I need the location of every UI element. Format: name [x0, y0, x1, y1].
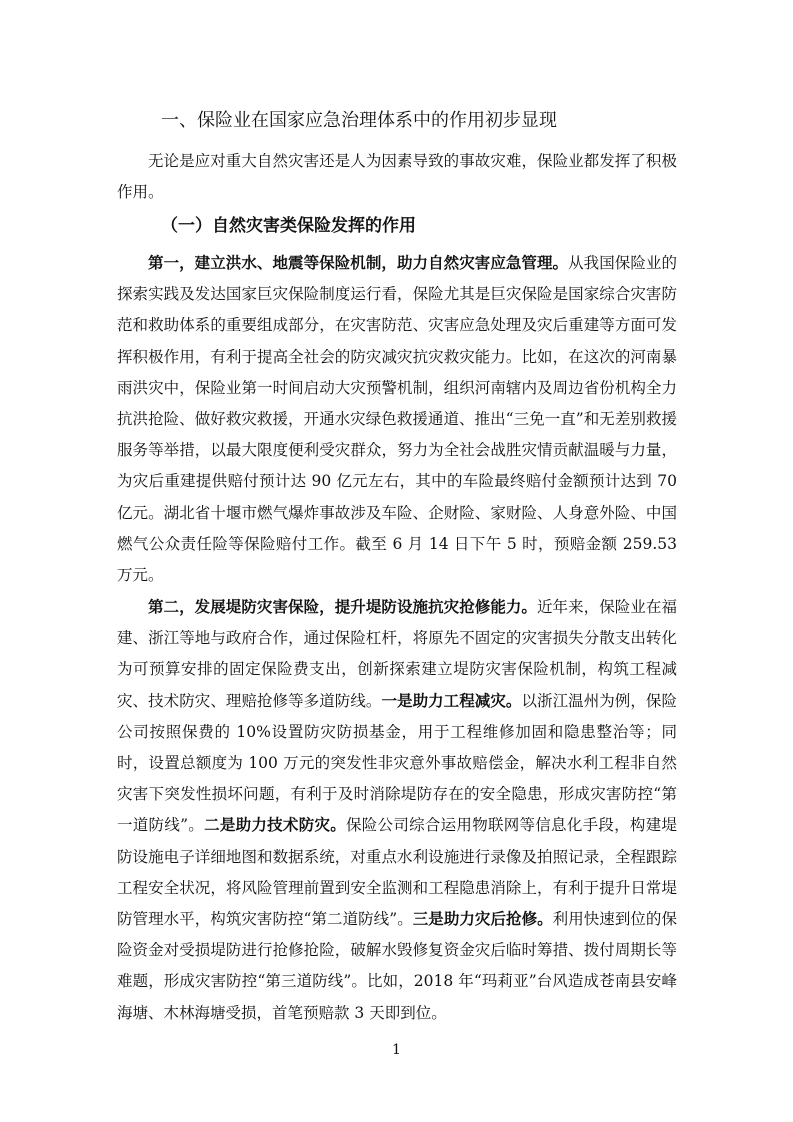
paragraph-lead-2: 第二，发展堤防灾害保险，提升堤防设施抗灾抢修能力。 [148, 598, 537, 616]
point-technical-prevention: 二是助力技术防灾。 [204, 816, 347, 835]
subsection-heading: （一）自然灾害类保险发挥的作用 [161, 216, 416, 236]
point-post-disaster-repair: 三是助力灾后抢修。 [412, 910, 553, 929]
paragraph-body-2d: 利用快速到位的保险资金对受损堤防进行抢修抢险，破解水毁修复资金灾后临时筹措、拨付周期长等难题，形成灾害防控“第三道防线”。比如，2018 年“玛莉亚”台风造成苍南县安峰海塘、木林海塘受损，首笔预赔款 3 天即到位。 [117, 910, 677, 1022]
intro-paragraph: 无论是应对重大自然灾害还是人为因素导致的事故灾难，保险业都发挥了积极作用。 [117, 152, 677, 202]
paragraph-body-1: 从我国保险业的探索实践及发达国家巨灾保险制度运行看，保险尤其是巨灾保险是国家综合灾害防范和救助体系的重要组成部分，在灾害防范、灾害应急处理及灾后重建等方面可发挥积极作用，有利于提高全社会的防灾减灾抗灾救灾能力。比如，在这次的河南暴雨洪灾中，保险业第一时间启动大灾预警机制，组织河南辖内及周边省份机构全力抗洪抢险、做好救灾救援，开通水灾绿色救援通道、推出“三免一直”和无差别救援服务等举措，以最大限度便利受灾群众，努力为全社会战胜灾情贡献温暖与力量，为灾后重建提供赔付预计达 90 亿元左右，其中的车险最终赔付金额预计达到 70 亿元。湖北省十堰市燃气爆炸事故涉及车险、企财险、家财险、人身意外险、中国燃气公众责任险等保险赔付工作。截至 6 月 14 日下午 5 时，预赔金额 259.53 万元。 [117, 254, 677, 585]
page-number: 1 [392, 1042, 401, 1058]
section-heading: 一、保险业在国家应急治理体系中的作用初步显现 [161, 110, 557, 131]
paragraph-body-2a: 近年来，保险业在福建、浙江等地与政府合作，通过保险杠杆，将原先不固定的灾害损失分散支出转化为可预算安排的固定保险费支出，创新探索建立堤防灾害保险机制，构筑工程减灾、技术防灾、理赔抢修等多道防线。 [117, 598, 677, 710]
paragraph-flood-earthquake-insurance [117, 248, 677, 591]
paragraph-embankment-insurance [117, 592, 677, 1029]
paragraph-body-2c: 保险公司综合运用物联网等信息化手段，构建堤防设施电子详细地图和数据系统，对重点水利设施进行录像及拍照记录，全程跟踪工程安全状况，将风险管理前置到安全监测和工程隐患消除上，有利于提升日常堤防管理水平，构筑灾害防控“第二道防线”。 [117, 816, 677, 929]
paragraph-lead-1: 第一，建立洪水、地震等保险机制，助力自然灾害应急管理。 [148, 254, 569, 272]
point-engineering-mitigation: 一是助力工程减灾。 [381, 691, 522, 710]
paragraph-body-2b: 以浙江温州为例，保险公司按照保费的 10%设置防灾防损基金，用于工程维修加固和隐患整治等；同时，设置总额度为 100 万元的突发性非灾意外事故赔偿金，解决水利工程非自然灾害下突发性损坏问题，有利于及时消除堤防存在的安全隐患，形成灾害防控“第一道防线”。 [117, 691, 677, 835]
